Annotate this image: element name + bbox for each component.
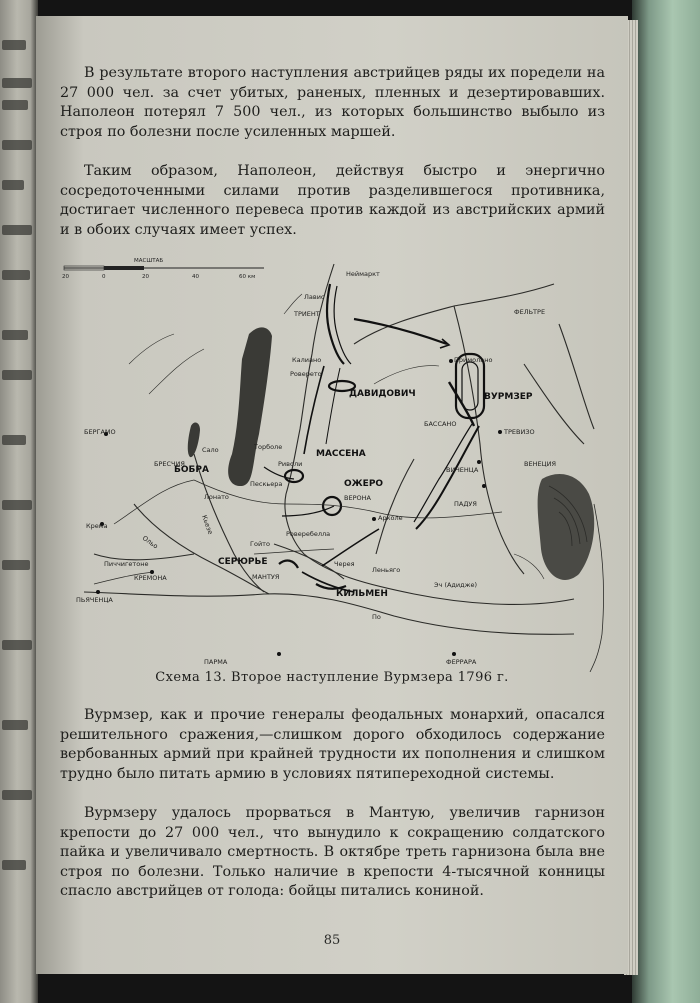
- svg-text:Ольо: Ольо: [140, 534, 160, 551]
- svg-text:Леньяго: Леньяго: [372, 566, 401, 574]
- svg-text:ПАДУЯ: ПАДУЯ: [454, 500, 477, 508]
- paragraph-2: Таким образом, Наполеон, действуя быстро и энергично сосредоточенными силами против разделившегося противника, достигает численного перевеса против каждой из австрийских армий и в обоих случаях имеет успех.: [60, 163, 605, 238]
- paragraph-1: В результате второго наступления австрийцев ряды их поредели на 27 000 чел. за счет убитых, раненых, пленных и дезертировавших. Наполеон потерял 7 500 чел., из которых большинство выбыло из строя по болезни после усиленных маршей.: [60, 65, 605, 140]
- page-number: 85: [323, 933, 341, 948]
- campaign-map: [54, 254, 614, 672]
- svg-text:Черея: Черея: [334, 560, 355, 568]
- svg-text:Эч (Адидже): Эч (Адидже): [434, 581, 478, 589]
- svg-text:Гойто: Гойто: [250, 540, 270, 548]
- city-markers: [96, 359, 502, 656]
- paragraph-4: Вурмзеру удалось прорваться в Мантую, увеличив гарнизон крепости до 27 000 чел., что вынудило к сокращению солдатского пайка и увеличивало смертность. В октябре треть гарнизона была вне строя по болезни. Только наличие в крепости 4-тысячной конницы спасло австрийцев от голода: бойцы питались кониной.: [60, 805, 605, 899]
- lakes: [188, 327, 594, 580]
- book-cover-edge: [632, 0, 700, 1003]
- svg-text:КРЕМОНА: КРЕМОНА: [134, 574, 167, 582]
- svg-text:Кьезе: Кьезе: [200, 513, 215, 536]
- book-page: [36, 16, 628, 974]
- svg-text:БРЕСЧИЯ: БРЕСЧИЯ: [154, 460, 185, 468]
- svg-text:Пескьера: Пескьера: [250, 480, 283, 488]
- svg-text:Лонато: Лонато: [204, 493, 229, 501]
- label-wurmser: ВУРМЗЕР: [484, 392, 533, 402]
- label-massena: МАССЕНА: [316, 449, 366, 459]
- svg-text:Торболе: Торболе: [254, 443, 283, 451]
- paragraph-3: Вурмзер, как и прочие генералы феодальных монархий, опасался решительного сражения,—слишком дорого обходилось содержание вербованных армий при крайней трудности их пополнения и слишком трудно было питать армию в условиях пятипереходной системы.: [60, 707, 605, 782]
- svg-text:Пиччигетоне: Пиччигетоне: [104, 560, 149, 568]
- previous-page-edge: [0, 0, 38, 1003]
- svg-text:МАНТУЯ: МАНТУЯ: [252, 573, 280, 581]
- svg-text:Роверето: Роверето: [290, 370, 322, 378]
- label-davidovich: ДАВИДОВИЧ: [349, 389, 416, 399]
- map-caption: Схема 13. Второе наступление Вурмзера 1796 г.: [155, 670, 509, 685]
- map-scale: [62, 258, 264, 280]
- label-bobr: БОБРА: [174, 465, 209, 475]
- svg-text:ФЕЛЬТРЕ: ФЕЛЬТРЕ: [514, 308, 546, 316]
- svg-text:Сало: Сало: [202, 446, 219, 454]
- svg-text:Примолано: Примолано: [454, 356, 493, 364]
- label-augereau: ОЖЕРО: [344, 479, 384, 489]
- svg-text:ПЬЯЧЕНЦА: ПЬЯЧЕНЦА: [76, 596, 113, 604]
- svg-text:Роверебелла: Роверебелла: [286, 530, 331, 538]
- svg-text:60 км: 60 км: [239, 274, 256, 280]
- svg-text:20: 20: [62, 274, 69, 280]
- svg-text:ТРЕВИЗО: ТРЕВИЗО: [504, 428, 535, 436]
- svg-text:ТРИЕНТ: ТРИЕНТ: [294, 310, 320, 318]
- svg-text:Крема: Крема: [86, 522, 108, 530]
- svg-text:Арколе: Арколе: [378, 514, 403, 522]
- svg-text:40: 40: [192, 274, 199, 280]
- svg-text:ВЕНЕЦИЯ: ВЕНЕЦИЯ: [524, 460, 556, 468]
- movement-arrows: [264, 284, 479, 592]
- svg-text:0: 0: [102, 274, 106, 280]
- svg-text:ВЕРОНА: ВЕРОНА: [344, 494, 371, 502]
- svg-text:Риволи: Риволи: [278, 460, 303, 468]
- svg-text:Неймаркт: Неймаркт: [346, 270, 380, 278]
- svg-text:По: По: [372, 613, 381, 621]
- svg-text:ВИЧЕНЦА: ВИЧЕНЦА: [446, 466, 479, 474]
- svg-text:Лавис: Лавис: [304, 293, 325, 301]
- svg-text:ПАРМА: ПАРМА: [204, 658, 228, 666]
- svg-text:БЕРГАМО: БЕРГАМО: [84, 428, 116, 436]
- svg-text:БАССАНО: БАССАНО: [424, 420, 457, 428]
- svg-text:20: 20: [142, 274, 149, 280]
- svg-text:Калиано: Калиано: [292, 356, 322, 364]
- svg-text:МАСШТАБ: МАСШТАБ: [134, 258, 164, 264]
- svg-text:ФЕРРАРА: ФЕРРАРА: [446, 658, 477, 666]
- label-serurier: СЕРЮРЬЕ: [218, 557, 268, 567]
- label-kilmaine: КИЛЬМЕН: [336, 589, 388, 599]
